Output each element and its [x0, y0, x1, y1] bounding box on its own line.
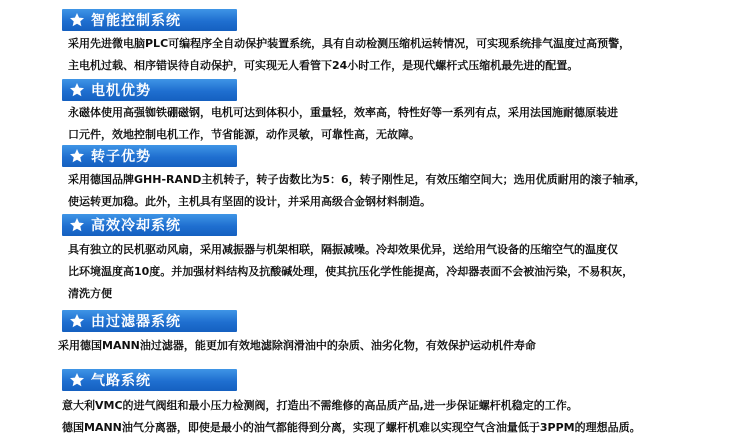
text-line: 采用德国MANN油过滤器，能更加有效地滤除润滑油中的杂质、油劣化物，有效保护运动机件寿命 [58, 339, 536, 352]
section-title: 由过滤器系统 [91, 314, 181, 330]
section-text-motor-advantage [68, 102, 618, 146]
section-header-air-path-system [62, 369, 237, 391]
star-icon [69, 12, 85, 28]
section-text-intelligent-control [68, 33, 630, 77]
text-line: 比环境温度高10度。并加强材料结构及抗酸碱处理，使其抗压化学性能提高，冷却器表面不会被油污染，不易积灰， [68, 265, 634, 278]
text-line: 口元件，效地控制电机工作，节省能源，动作灵敏，可靠性高，无故障。 [68, 128, 420, 141]
section-header-rotor-advantage [62, 145, 237, 167]
section-header-motor-advantage [62, 79, 237, 101]
text-line: 具有独立的民机驱动风扇，采用减振器与机架相联，隔振减噪。冷却效果优异，送给用气设备的压缩空气的温度仅 [68, 243, 618, 256]
section-header-intelligent-control [62, 9, 237, 31]
section-title: 高效冷却系统 [91, 218, 181, 234]
text-line: 主电机过载、相序错误待自动保护，可实现无人看管下24小时工作，是现代螺杆式压缩机最先进的配置。 [68, 59, 579, 72]
section-header-cooling-system [62, 214, 237, 236]
star-icon [69, 372, 85, 388]
section-title: 转子优势 [91, 149, 151, 165]
text-line: 清洗方便 [68, 287, 112, 300]
section-title: 气路系统 [91, 373, 151, 389]
star-icon [69, 148, 85, 164]
section-text-filter-system [58, 335, 536, 357]
section-text-cooling-system [68, 239, 633, 305]
text-line: 意大利VMC的进气阀组和最小压力检测阀，打造出不需维修的高品质产品,进一步保证螺杆机稳定的工作。 [62, 399, 578, 412]
text-line: 采用德国品牌GHH-RAND主机转子，转子齿数比为5：6，转子刚性足，有效压缩空间大；选用优质耐用的滚子轴承， [68, 173, 646, 186]
section-text-rotor-advantage [68, 169, 646, 213]
section-title: 电机优势 [91, 83, 151, 99]
section-title: 智能控制系统 [91, 13, 181, 29]
section-header-filter-system [62, 310, 237, 332]
star-icon [69, 313, 85, 329]
section-text-air-path-system [62, 395, 641, 439]
text-line: 永磁体使用高强铷铁硼磁钢，电机可达到体积小，重量轻，效率高，特性好等一系列有点，采用法国施耐德原装进 [68, 106, 618, 119]
star-icon [69, 217, 85, 233]
text-line: 使运转更加稳。此外，主机具有坚固的设计，并采用高级合金钢材料制造。 [68, 195, 431, 208]
star-icon [69, 82, 85, 98]
text-line: 采用先进微电脑PLC可编程序全自动保护装置系统，具有自动检测压缩机运转情况，可实现系统排气温度过高预警， [68, 37, 631, 50]
text-line: 德国MANN油气分离器，即使是最小的油气都能得到分离，实现了螺杆机难以实现空气含油量低于3PPM的理想品质。 [62, 421, 641, 434]
